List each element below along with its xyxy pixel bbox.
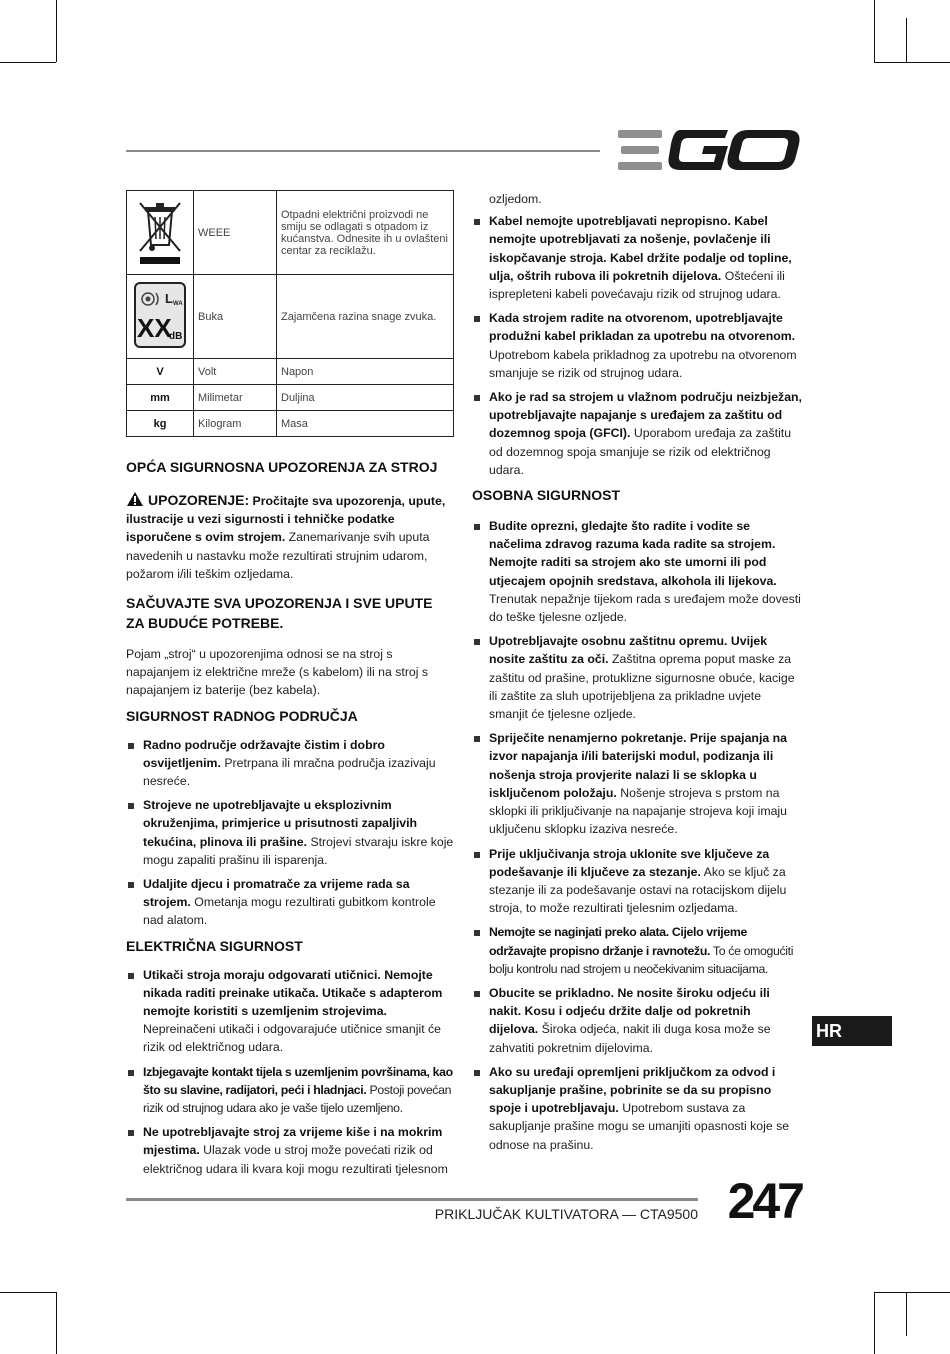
- table-row: [127, 359, 454, 385]
- symbol-name: Volt: [194, 359, 277, 385]
- ego-logo: [618, 128, 800, 172]
- symbol-name: Kilogram: [194, 411, 277, 437]
- noise-symbol-cell: [127, 275, 194, 359]
- section-heading: ELEKTRIČNA SIGURNOST: [126, 937, 303, 954]
- weee-bin-icon: [136, 197, 184, 265]
- list-item: Izbjegavajte kontakt tijela s uzemljenim površinama, kao što su slavine, radijatori, peći i hladnjaci. Postoji povećan rizik od strujnog udara ako je vaše tijelo uzemljeno.: [126, 1063, 454, 1118]
- list-item: Strojeve ne upotrebljavajte u eksplozivnim okruženjima, primjerice u prisutnosti zapaljivih tekućina, plinova ili prašine. Strojevi stvaraju iskre koje mogu zapaliti prašinu ili isparenja.: [126, 796, 454, 869]
- symbol-name: Buka: [194, 275, 277, 359]
- crop-mark: [874, 1292, 950, 1293]
- noise-icon: [133, 281, 187, 349]
- crop-mark: [874, 62, 950, 63]
- list-item: Udaljite djecu i promatrače za vrijeme rada sa strojem. Ometanja mogu rezultirati gubitkom kontrole nad alatom.: [126, 875, 454, 930]
- crop-mark: [906, 18, 907, 62]
- list-item: Spriječite nenamjerno pokretanje. Prije spajanja na izvor napajanja i/ili baterijski modul, podizanja ili nošenja stroja provjerite nalazi li se sklopka u isključenom položaju. Nošenje strojeva s prstom na sklopki ili priključivanje na napajanje strojeva koji imaju uključenu sklopku izaziva nesreće.: [472, 729, 802, 838]
- crop-mark: [874, 1292, 875, 1354]
- symbol-name: WEEE: [194, 191, 277, 275]
- crop-mark: [874, 0, 875, 62]
- continuation-text: ozljedom.: [489, 192, 542, 206]
- left-column: [126, 190, 454, 1178]
- symbol-description: Masa: [277, 411, 454, 437]
- footer-product: PRIKLJUČAK KULTIVATORA — CTA9500: [434, 1206, 698, 1222]
- language-tab: HR: [812, 1016, 892, 1046]
- work-area-list: [126, 736, 454, 930]
- svg-text:XX: XX: [137, 313, 172, 343]
- electric-list: [126, 966, 454, 1178]
- crop-mark: [56, 0, 57, 62]
- term-paragraph: Pojam „stroj“ u upozorenjima odnosi se na stroj s napajanjem iz električne mreže (s kabelom) ili na stroj s napajanjem iz baterije (bez kabela).: [126, 647, 429, 698]
- symbol-text: kg: [127, 411, 194, 437]
- svg-text:L: L: [165, 291, 173, 306]
- electric-list-continued: [472, 212, 802, 479]
- list-item: Ako je rad sa strojem u vlažnom području neizbježan, upotrebljavajte napajanje s uređajem za zaštitu od dozemnog spoja (GFCI). Uporabom uređaja za zaštitu od dozemnog spoja smanjuje se rizik od električnog udara.: [472, 388, 802, 479]
- warning-bold: Pročitajte sva upozorenja, upute, ilustracije u vezi sigurnosti i tehničke podatke isporučene s ovim strojem.: [126, 494, 446, 545]
- svg-text:dB: dB: [169, 331, 183, 342]
- list-item: Ako su uređaji opremljeni priključkom za odvod i sakupljanje prašine, pobrinite se da su propisno spoje i upotrebljavaju. Upotrebom sustava za sakupljanje prašine mogu se umanjiti opasnosti koje se odnose na prašinu.: [472, 1063, 802, 1154]
- list-item: Radno područje održavajte čistim i dobro osvijetljenim. Pretrpana ili mračna područja izazivaju nesreće.: [126, 736, 454, 791]
- table-row: [127, 275, 454, 359]
- crop-mark: [906, 1292, 907, 1336]
- list-item: Obucite se prikladno. Ne nosite široku odjeću ili nakit. Kosu i odjeću držite dalje od pokretnih dijelova. Široka odjeća, nakit ili duga kosa može se zahvatiti pokretnim dijelovima.: [472, 984, 802, 1057]
- crop-mark: [0, 62, 56, 63]
- list-item: Budite oprezni, gledajte što radite i vodite se načelima zdravog razuma kada radite sa strojem. Nemojte raditi sa strojem ako ste umorni ili pod utjecajem opojnih sredstava, alkohola ili lijekova. Trenutak nepažnje tijekom rada s uređajem može dovesti do teške tjelesne ozljede.: [472, 517, 802, 626]
- crop-mark: [0, 1292, 56, 1293]
- warning-icon: [126, 491, 144, 507]
- section-heading: SAČUVAJTE SVA UPOZORENJA I SVE UPUTE ZA BUDUĆE POTREBE.: [126, 595, 433, 632]
- personal-list: [472, 517, 802, 1154]
- list-item: Utikači stroja moraju odgovarati utičnici. Nemojte nikada raditi preinake utikača. Utikače s adapterom nemojte koristiti s uzemljenim strojevima. Nepreinačeni utikači i odgovarajuće utičnice smanjit će rizik od električnog udara.: [126, 966, 454, 1057]
- table-row: [127, 411, 454, 437]
- table-row: [127, 385, 454, 411]
- warning-paragraph: [126, 491, 454, 583]
- header-rule: [126, 150, 600, 152]
- list-item: Ne upotrebljavajte stroj za vrijeme kiše i na mokrim mjestima. Ulazak vode u stroj može povećati rizik od električnog udara ili kvara koji mogu rezultirati tjelesnom: [126, 1123, 454, 1178]
- table-row: [127, 191, 454, 275]
- symbol-name: Milimetar: [194, 385, 277, 411]
- right-column: [472, 190, 802, 1154]
- section-heading: OSOBNA SIGURNOST: [472, 487, 621, 504]
- symbol-description: Napon: [277, 359, 454, 385]
- footer-rule: [126, 1198, 698, 1201]
- list-item: Prije uključivanja stroja uklonite sve ključeve za podešavanje ili ključeve za stezanje. Ako se ključ za stezanje ili za podešavanje ostavi na rotacijskom dijelu stroja, to može rezultirati tjelesnim ozljedama.: [472, 845, 802, 918]
- symbol-description: Otpadni električni proizvodi ne smiju se odlagati s otpadom iz kućanstva. Odnesite ih u ovlašteni centar za reciklažu.: [277, 191, 454, 275]
- list-item: Kada strojem radite na otvorenom, upotrebljavajte produžni kabel prikladan za upotrebu na otvorenom. Upotrebom kabela prikladnog za upotrebu na otvorenom smanjuje se rizik od strujnog udara.: [472, 309, 802, 382]
- list-item: Kabel nemojte upotrebljavati nepropisno. Kabel nemojte upotrebljavati za nošenje, povlačenje ili iskopčavanje stroja. Kabel držite podalje od topline, ulja, oštrih rubova ili pokretnih dijelova. Oštećeni ili isprepleteni kabeli povećavaju rizik od strujnog udara.: [472, 212, 802, 303]
- warning-text: Zanemarivanje svih uputa navedenih u nastavku može rezultirati strujnim udarom, požarom i/ili teškim ozljedama.: [126, 530, 430, 581]
- section-heading: OPĆA SIGURNOSNA UPOZORENJA ZA STROJ: [126, 459, 438, 475]
- section-heading: SIGURNOST RADNOG PODRUČJA: [126, 707, 358, 724]
- symbol-text: mm: [127, 385, 194, 411]
- svg-text:WA: WA: [173, 301, 183, 307]
- symbol-text: V: [127, 359, 194, 385]
- page-number: 247: [727, 1173, 802, 1229]
- symbol-description: Duljina: [277, 385, 454, 411]
- symbol-table: [126, 190, 454, 437]
- warning-label: UPOZORENJE:: [148, 492, 250, 508]
- crop-mark: [56, 1292, 57, 1354]
- symbol-description: Zajamčena razina snage zvuka.: [277, 275, 454, 359]
- weee-symbol-cell: [127, 191, 194, 275]
- list-item: Nemojte se naginjati preko alata. Cijelo vrijeme održavajte propisno držanje i ravnotežu. To će omogućiti bolju kontrolu nad strojem u neočekivanim situacijama.: [472, 923, 802, 978]
- list-item: Upotrebljavajte osobnu zaštitnu opremu. Uvijek nosite zaštitu za oči. Zaštitna oprema poput maske za zaštitu od prašine, protuklizne sigurnosne obuće, kacige ili zaštite za sluh upotrijebljena za prikladne uvjete smanjit će tjelesne ozljede.: [472, 632, 802, 723]
